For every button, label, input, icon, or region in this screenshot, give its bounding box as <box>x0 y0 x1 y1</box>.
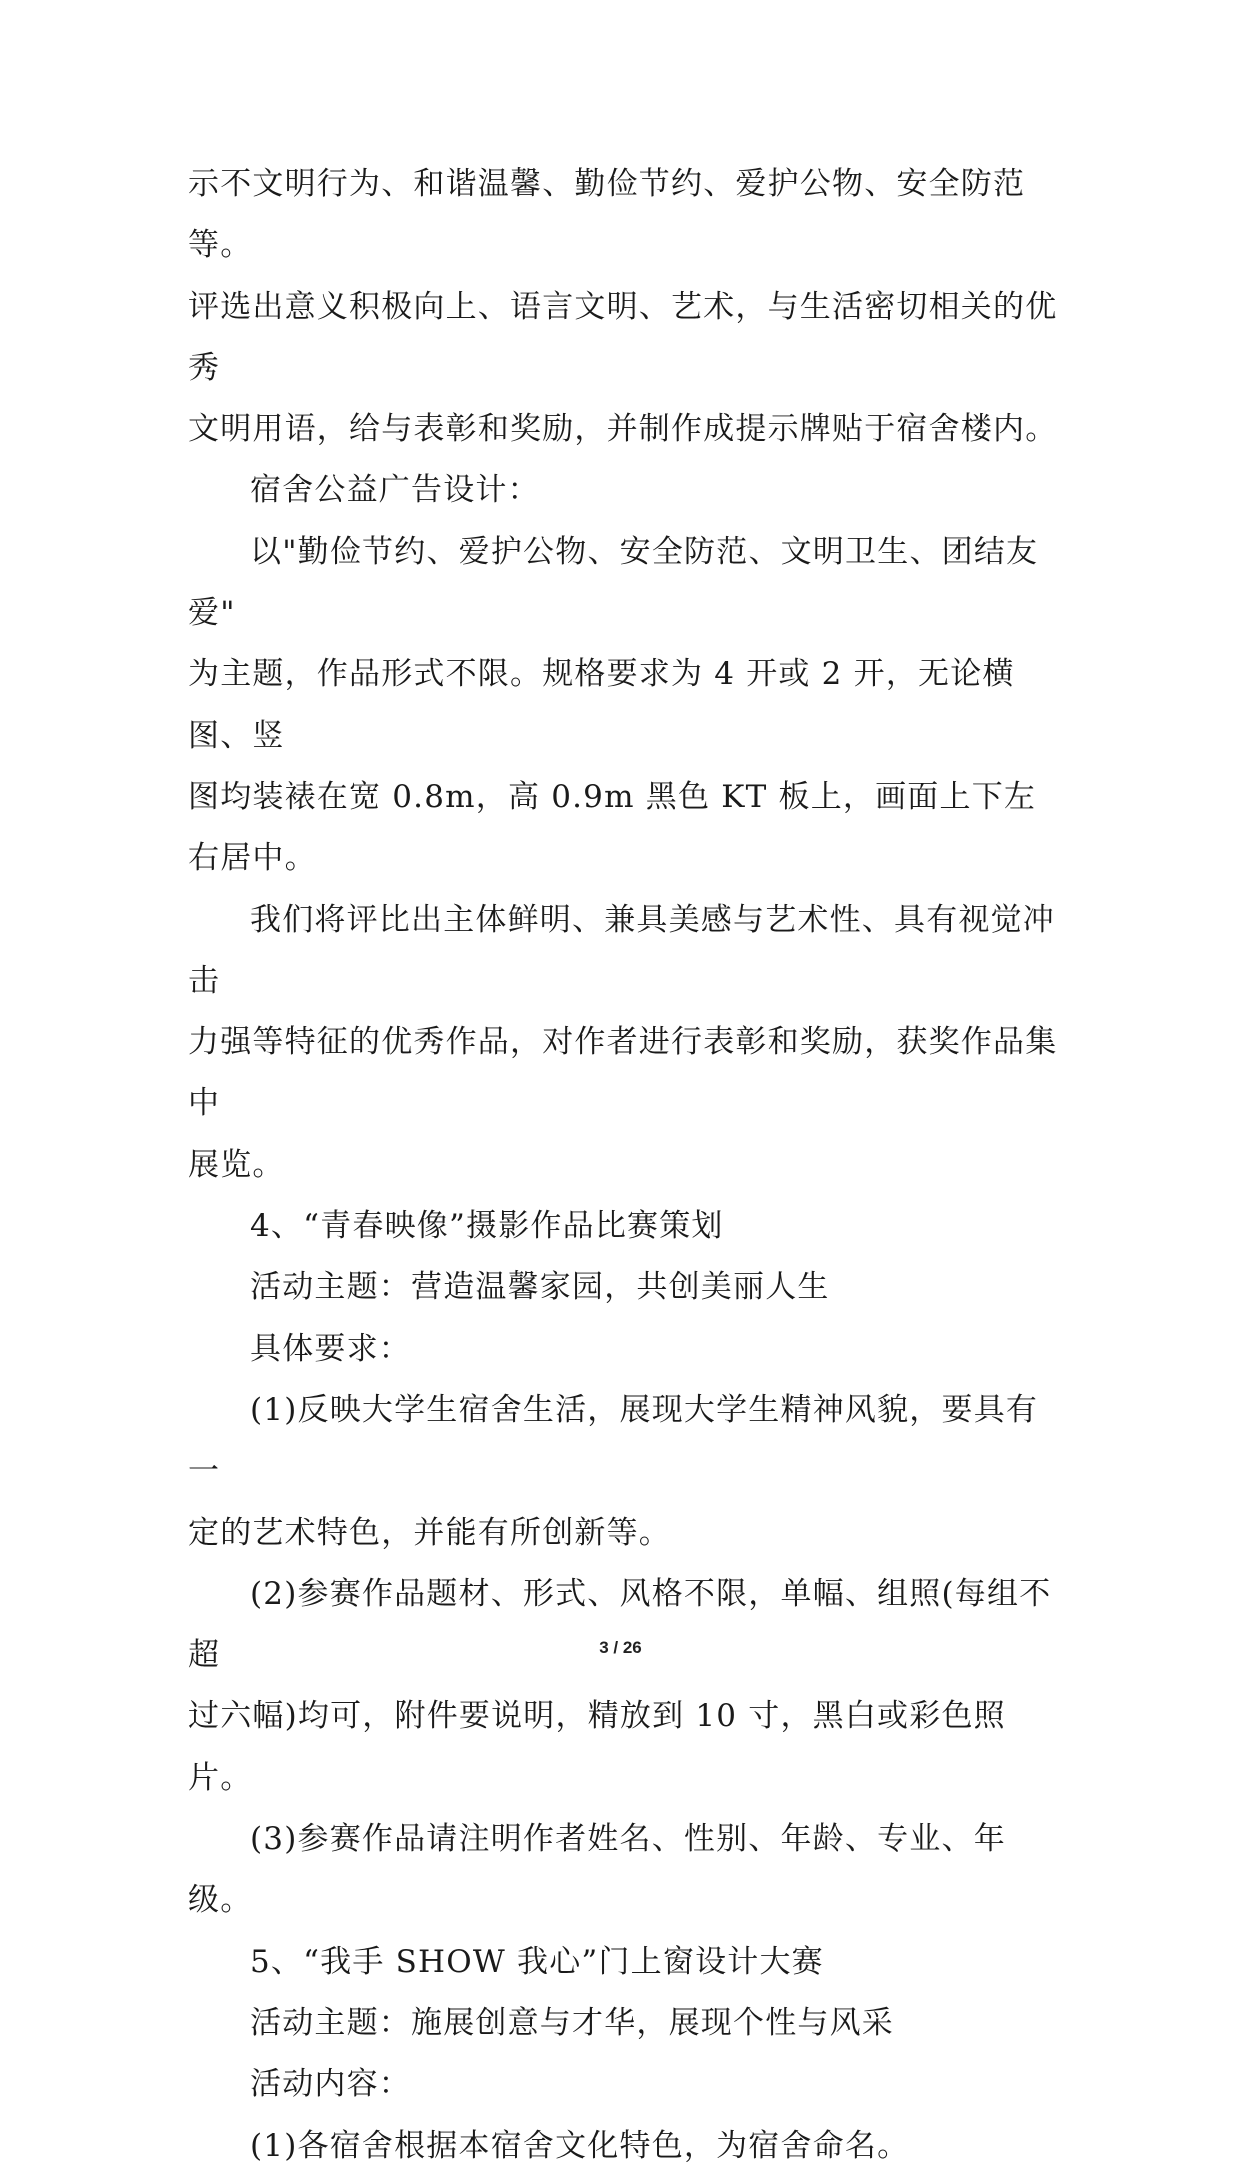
paragraph <box>188 460 1068 521</box>
text-line: 5、“我手 SHOW 我心”门上窗设计大赛 <box>250 1943 824 1980</box>
paragraph <box>188 2116 1068 2177</box>
text-line: 文明用语，给与表彰和奖励，并制作成提示牌贴于宿舍楼内。 <box>188 411 1058 448</box>
paragraph <box>188 1196 1068 1257</box>
text-line: 我们将评比出主体鲜明、兼具美感与艺术性、具有视觉冲击 <box>188 901 1055 999</box>
text-line: (1)反映大学生宿舍生活，展现大学生精神风貌，要具有一 <box>188 1391 1039 1490</box>
paragraph <box>188 1380 1068 1564</box>
text-line: 为主题，作品形式不限。规格要求为 4 开或 2 开，无论横图、竖 <box>188 656 1015 754</box>
text-line: 评选出意义积极向上、语言文明、艺术，与生活密切相关的优秀 <box>188 288 1058 386</box>
paragraph <box>188 1564 1068 1809</box>
text-line: 展览。 <box>188 1146 285 1183</box>
text-line: 以"勤俭节约、爱护公物、安全防范、文明卫生、团结友爱" <box>188 533 1039 632</box>
paragraph <box>188 890 1068 1196</box>
paragraph <box>188 1257 1068 1318</box>
paragraph <box>188 1932 1068 1993</box>
document-body <box>188 154 1068 2177</box>
paragraph <box>188 154 1068 460</box>
paragraph <box>188 2054 1068 2115</box>
text-line: 活动主题：营造温馨家园，共创美丽人生 <box>250 1269 830 1306</box>
paragraph <box>188 1809 1068 1932</box>
text-line: (3)参赛作品请注明作者姓名、性别、年龄、专业、年级。 <box>188 1821 1006 1919</box>
text-line: 活动主题：施展创意与才华，展现个性与风采 <box>250 2004 894 2041</box>
text-line: 力强等特征的优秀作品，对作者进行表彰和奖励，获奖作品集中 <box>188 1024 1058 1122</box>
text-line: 活动内容： <box>250 2066 411 2103</box>
page-number: 3 / 26 <box>599 1638 642 1657</box>
text-line: 过六幅)均可，附件要说明，精放到 10 寸，黑白或彩色照片。 <box>188 1698 1006 1796</box>
text-line: (2)参赛作品题材、形式、风格不限，单幅、组照(每组不超 <box>188 1575 1052 1674</box>
text-line: 4、“青春映像”摄影作品比赛策划 <box>250 1208 724 1245</box>
text-line: (1)各宿舍根据本宿舍文化特色，为宿舍命名。 <box>250 2127 910 2164</box>
paragraph <box>188 1319 1068 1380</box>
text-line: 具体要求： <box>250 1330 411 1367</box>
paragraph <box>188 522 1068 890</box>
paragraph <box>188 1993 1068 2054</box>
text-line: 示不文明行为、和谐温馨、勤俭节约、爱护公物、安全防范等。 <box>188 166 1026 264</box>
text-line: 定的艺术特色，并能有所创新等。 <box>188 1514 671 1551</box>
text-line: 宿舍公益广告设计： <box>250 472 540 509</box>
text-line: 图均装裱在宽 0.8m，高 0.9m 黑色 KT 板上，画面上下左右居中。 <box>188 778 1037 877</box>
